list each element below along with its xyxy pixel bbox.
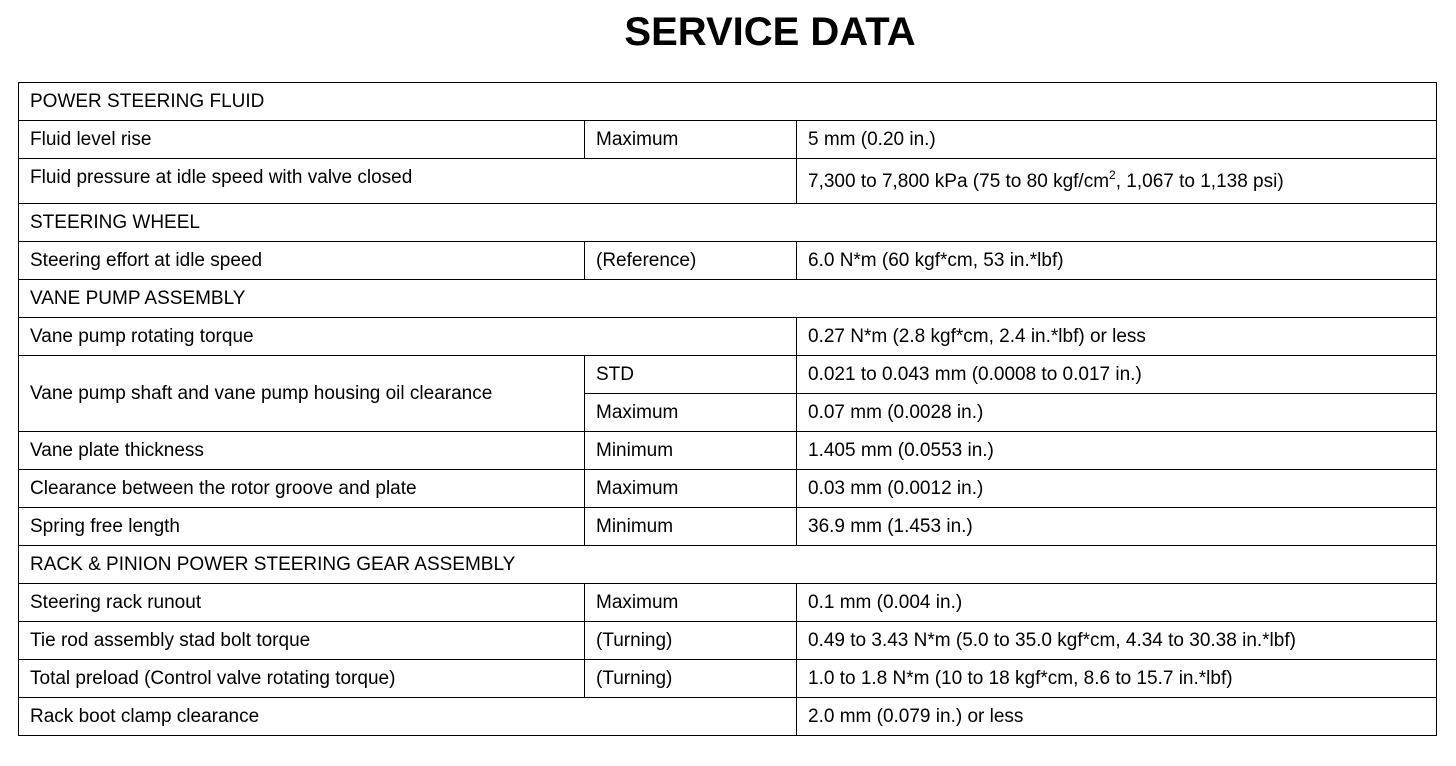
spec-item: Vane pump rotating torque	[19, 318, 797, 356]
spec-value: 0.03 mm (0.0012 in.)	[797, 470, 1437, 508]
table-row	[19, 508, 1437, 546]
table-row	[19, 660, 1437, 698]
spec-condition: (Turning)	[585, 622, 797, 660]
spec-value: 5 mm (0.20 in.)	[797, 121, 1437, 159]
section-header-row	[19, 204, 1437, 242]
page-title: SERVICE DATA	[624, 10, 916, 54]
spec-item: Clearance between the rotor groove and plate	[19, 470, 585, 508]
table-row	[19, 356, 1437, 394]
spec-condition: (Turning)	[585, 660, 797, 698]
spec-value: 0.07 mm (0.0028 in.)	[797, 394, 1437, 432]
spec-condition: STD	[585, 356, 797, 394]
table-row	[19, 698, 1437, 736]
spec-item: Total preload (Control valve rotating torque)	[19, 660, 585, 698]
spec-value: 0.27 N*m (2.8 kgf*cm, 2.4 in.*lbf) or less	[797, 318, 1437, 356]
spec-condition: Maximum	[585, 394, 797, 432]
spec-value: 0.49 to 3.43 N*m (5.0 to 35.0 kgf*cm, 4.34 to 30.38 in.*lbf)	[797, 622, 1437, 660]
spec-value: 0.1 mm (0.004 in.)	[797, 584, 1437, 622]
superscript-exponent: 2	[1109, 168, 1116, 182]
spec-value	[797, 159, 1437, 204]
spec-item: Spring free length	[19, 508, 585, 546]
spec-value: 0.021 to 0.043 mm (0.0008 to 0.017 in.)	[797, 356, 1437, 394]
spec-item: Rack boot clamp clearance	[19, 698, 797, 736]
spec-value: 1.405 mm (0.0553 in.)	[797, 432, 1437, 470]
spec-item: Vane pump shaft and vane pump housing oil clearance	[19, 356, 585, 432]
spec-item: Vane plate thickness	[19, 432, 585, 470]
table-row	[19, 242, 1437, 280]
spec-item: Fluid level rise	[19, 121, 585, 159]
section-header-row	[19, 280, 1437, 318]
table-row	[19, 622, 1437, 660]
spec-item: Fluid pressure at idle speed with valve closed	[19, 159, 797, 204]
spec-value-rest: , 1,067 to 1,138 psi)	[1115, 171, 1284, 192]
spec-condition: Minimum	[585, 432, 797, 470]
spec-item: Tie rod assembly stad bolt torque	[19, 622, 585, 660]
table-row	[19, 432, 1437, 470]
section-heading: POWER STEERING FLUID	[19, 83, 1437, 121]
spec-condition: Maximum	[585, 584, 797, 622]
table-row	[19, 584, 1437, 622]
spec-condition: Minimum	[585, 508, 797, 546]
spec-condition: (Reference)	[585, 242, 797, 280]
table-row	[19, 159, 1437, 204]
table-row	[19, 121, 1437, 159]
section-heading: RACK & PINION POWER STEERING GEAR ASSEMBLY	[19, 546, 1437, 584]
spec-value: 2.0 mm (0.079 in.) or less	[797, 698, 1437, 736]
spec-value-main: 7,300 to 7,800 kPa (75 to 80 kgf/cm	[808, 171, 1110, 192]
section-heading: STEERING WHEEL	[19, 204, 1437, 242]
spec-value: 1.0 to 1.8 N*m (10 to 18 kgf*cm, 8.6 to 15.7 in.*lbf)	[797, 660, 1437, 698]
service-data-table	[18, 82, 1437, 736]
section-header-row	[19, 546, 1437, 584]
spec-condition: Maximum	[585, 121, 797, 159]
section-heading: VANE PUMP ASSEMBLY	[19, 280, 1437, 318]
table-row	[19, 470, 1437, 508]
spec-value: 36.9 mm (1.453 in.)	[797, 508, 1437, 546]
spec-item: Steering rack runout	[19, 584, 585, 622]
table-row	[19, 318, 1437, 356]
spec-item: Steering effort at idle speed	[19, 242, 585, 280]
spec-condition: Maximum	[585, 470, 797, 508]
spec-value: 6.0 N*m (60 kgf*cm, 53 in.*lbf)	[797, 242, 1437, 280]
section-header-row	[19, 83, 1437, 121]
